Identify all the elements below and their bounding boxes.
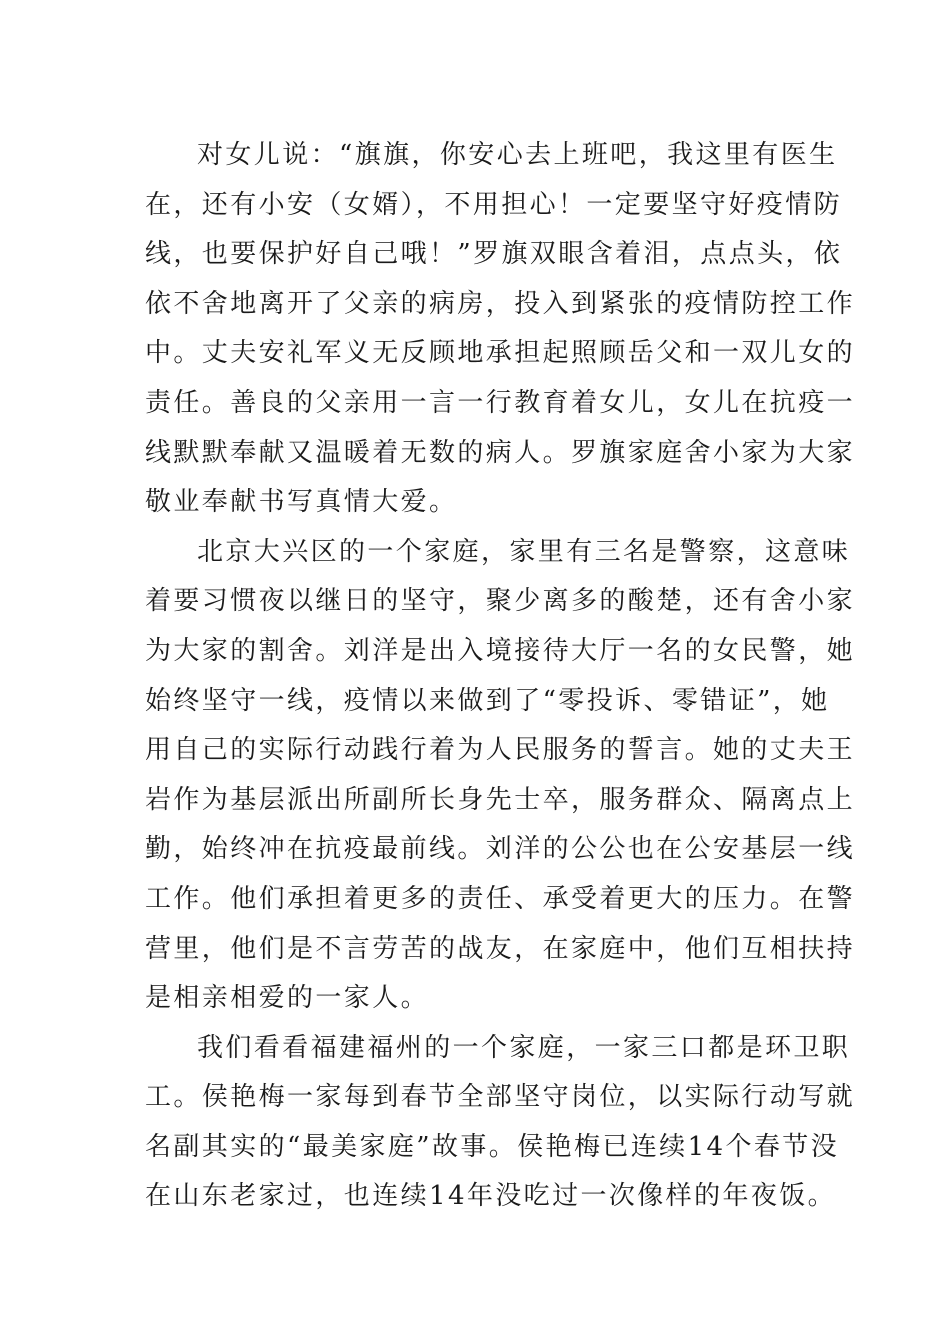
text-line: 工作。他们承担着更多的责任、承受着更大的压力。在警 <box>145 883 856 914</box>
text-line: 是相亲相爱的一家人。 <box>145 983 430 1014</box>
text-line: 营里，他们是不言劳苦的战友，在家庭中，他们互相扶持 <box>145 933 856 964</box>
text-line: 依不舍地离开了父亲的病房，投入到紧张的疫情防控工作 <box>145 288 856 319</box>
text-line: 我们看看福建福州的一个家庭，一家三口都是环卫职 <box>197 1032 851 1063</box>
text-line: 用自己的实际行动践行着为人民服务的誓言。她的丈夫王 <box>145 735 856 766</box>
text-line: 线默默奉献又温暖着无数的病人。罗旗家庭舍小家为大家 <box>145 437 856 468</box>
text-line: 北京大兴区的一个家庭，家里有三名是警察，这意味 <box>197 536 851 567</box>
text-line: 名副其实的“最美家庭”故事。侯艳梅已连续14个春节没 <box>145 1131 840 1162</box>
text-line: 始终坚守一线，疫情以来做到了“零投诉、零错证”，她 <box>145 685 830 716</box>
text-line: 对女儿说：“旗旗，你安心去上班吧，我这里有医生 <box>197 140 838 170</box>
text-line: 中。丈夫安礼军义无反顾地承担起照顾岳父和一双儿女的 <box>145 338 856 369</box>
text-line: 岩作为基层派出所副所长身先士卒，服务群众、隔离点上 <box>145 784 856 815</box>
text-line: 责任。善良的父亲用一言一行教育着女儿，女儿在抗疫一 <box>145 387 856 418</box>
text-line: 在，还有小安（女婿），不用担心！一定要坚守好疫情防 <box>145 189 843 220</box>
text-line: 在山东老家过，也连续14年没吃过一次像样的年夜饭。 <box>145 1181 837 1212</box>
text-line: 着要习惯夜以继日的坚守，聚少离多的酸楚，还有舍小家 <box>145 586 856 617</box>
text-line: 为大家的割舍。刘洋是出入境接待大厅一名的女民警，她 <box>145 635 856 666</box>
text-line: 线，也要保护好自己哦！”罗旗双眼含着泪，点点头，依 <box>145 239 843 270</box>
text-line: 勤，始终冲在抗疫最前线。刘洋的公公也在公安基层一线 <box>145 834 856 865</box>
text-line: 敬业奉献书写真情大爱。 <box>145 487 458 518</box>
text-line: 工。侯艳梅一家每到春节全部坚守岗位，以实际行动写就 <box>145 1082 856 1113</box>
body-text <box>145 131 856 1222</box>
